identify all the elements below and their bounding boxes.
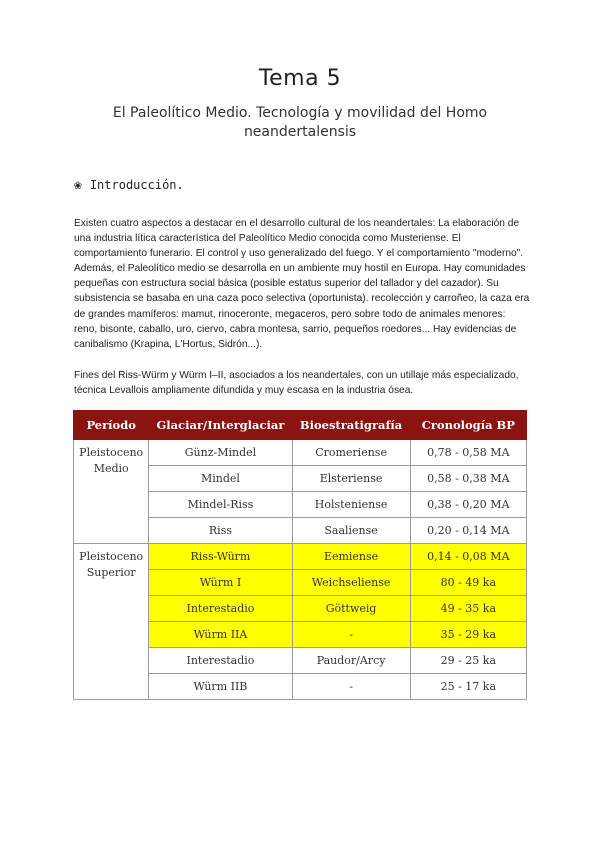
bioestratigrafia-cell: Weichseliense <box>292 570 410 596</box>
bioestratigrafia-cell: Cromeriense <box>292 440 410 466</box>
glaciar-cell: Günz-Mindel <box>149 440 292 466</box>
table-header-row <box>74 411 527 440</box>
cronologia-cell: 49 - 35 ka <box>410 596 526 622</box>
glaciar-cell: Würm IIA <box>149 622 292 648</box>
glaciar-cell: Interestadio <box>149 596 292 622</box>
cronologia-cell: 0,14 - 0,08 MA <box>410 544 526 570</box>
header-bioestratigrafia: Bioestratigrafía <box>292 411 410 440</box>
glaciar-cell: Riss-Würm <box>149 544 292 570</box>
cronologia-cell: 0,20 - 0,14 MA <box>410 518 526 544</box>
bioestratigrafia-cell: Eemiense <box>292 544 410 570</box>
cronologia-cell: 29 - 25 ka <box>410 648 526 674</box>
page-subtitle: El Paleolítico Medio. Tecnología y movilidad del Homo neandertalensis <box>112 105 488 140</box>
bioestratigrafia-cell: Saaliense <box>292 518 410 544</box>
cronologia-cell: 35 - 29 ka <box>410 622 526 648</box>
bioestratigrafia-cell: Göttweig <box>292 596 410 622</box>
header-glaciar: Glaciar/Interglaciar <box>149 411 292 440</box>
header-periodo: Período <box>74 411 149 440</box>
bioestratigrafia-cell: Elsteriense <box>292 466 410 492</box>
table-row <box>74 544 527 570</box>
bioestratigrafia-cell: Holsteniense <box>292 492 410 518</box>
paragraph-riss-wurm: Fines del Riss-Würm y Würm I–II, asociados a los neandertales, con un utillaje más especializado, técnica Levallois ampliamente difundida y muy escasa en la industria ósea. <box>74 370 519 397</box>
glaciar-cell: Mindel-Riss <box>149 492 292 518</box>
bioestratigrafia-cell: Paudor/Arcy <box>292 648 410 674</box>
bioestratigrafia-cell: - <box>292 674 410 700</box>
glaciar-cell: Interestadio <box>149 648 292 674</box>
period-cell: Pleistoceno Superior <box>74 544 149 700</box>
page-title: Tema 5 <box>258 66 342 91</box>
table-row <box>74 440 527 466</box>
cronologia-cell: 25 - 17 ka <box>410 674 526 700</box>
cronologia-cell: 0,78 - 0,58 MA <box>410 440 526 466</box>
section-heading-text: Introducción. <box>89 178 184 192</box>
paragraph-intro: Existen cuatro aspectos a destacar en el desarrollo cultural de los neandertales: La elaboración de una industria lítica característica del Paleolítico Medio conocida como Musteriense. El comportamiento funerario. El control y uso generalizado del fuego. Y el comportamiento "moderno". Además, el Paleolítico medio se desarrolla en un ambiente muy hostil en Europa. Hay comunidades pequeñas con estructura social básica (posible estatus superior del tallador y del cazador). Su subsistencia se basaba en una caza poco selectiva (oportunista). recolección y carroñeo, la caza era de grandes mamíferos: mamut, rinoceronte, megaceros, pero sobre todo de animales menores: reno, bisonte, caballo, uro, ciervo, cabra montesa, sarrio, pequeños roedores... Hay evidencias de canibalismo (Krapina, L'Hortus, Sidrón...). <box>74 218 530 350</box>
period-cell: Pleistoceno Medio <box>74 440 149 544</box>
bioestratigrafia-cell: - <box>292 622 410 648</box>
glaciar-cell: Mindel <box>149 466 292 492</box>
flower-icon: ❀ <box>74 178 82 193</box>
glaciar-cell: Würm I <box>149 570 292 596</box>
glaciar-cell: Würm IIB <box>149 674 292 700</box>
cronologia-cell: 80 - 49 ka <box>410 570 526 596</box>
header-cronologia: Cronología BP <box>410 411 526 440</box>
chronology-table <box>73 410 527 700</box>
table-body <box>74 440 527 700</box>
cronologia-cell: 0,38 - 0,20 MA <box>410 492 526 518</box>
section-heading <box>74 178 184 193</box>
cronologia-cell: 0,58 - 0,38 MA <box>410 466 526 492</box>
glaciar-cell: Riss <box>149 518 292 544</box>
